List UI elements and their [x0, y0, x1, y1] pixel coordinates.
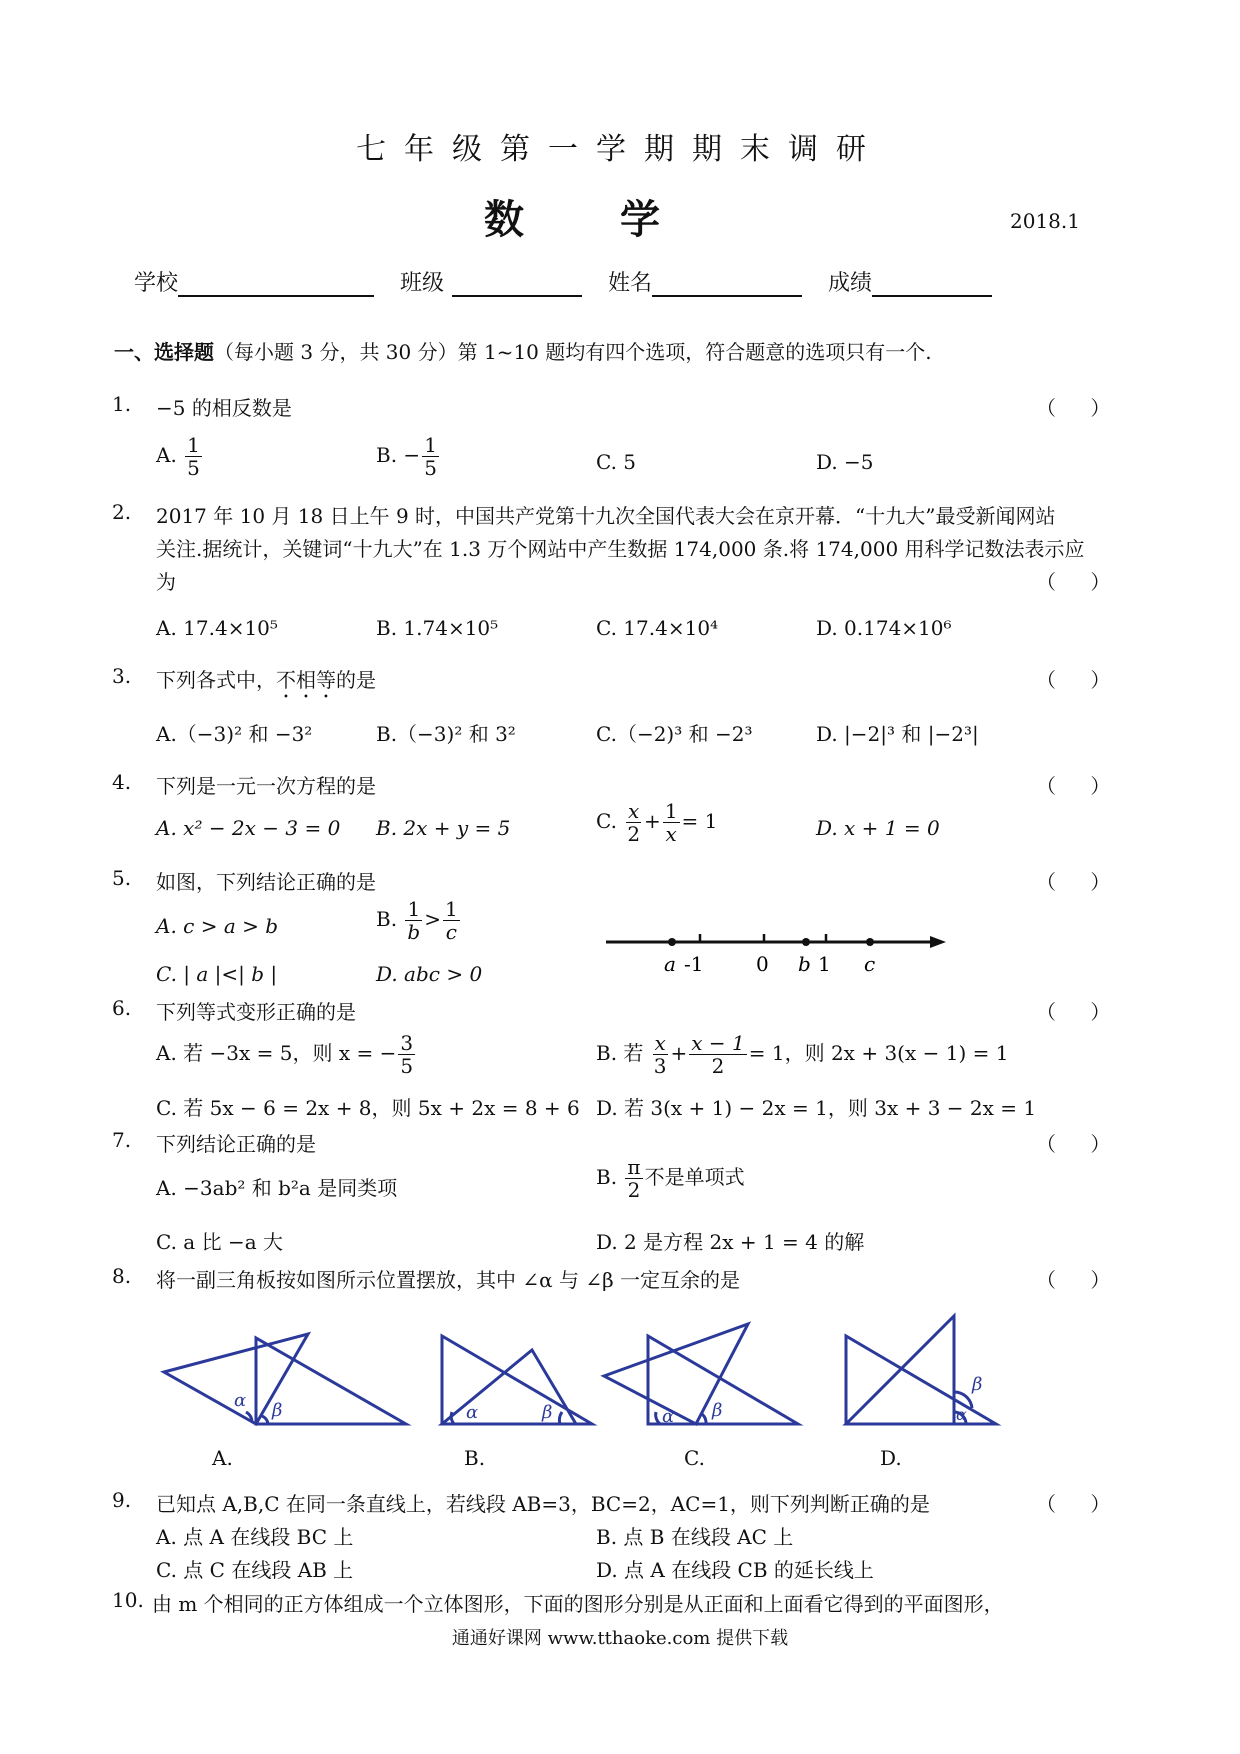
axis-label-neg1: -1 — [684, 952, 704, 976]
class-field: 班级 — [400, 266, 608, 297]
answer-paren[interactable]: （ ） — [1036, 774, 1111, 798]
question-text: 如图，下列结论正确的是 — [156, 870, 376, 894]
question-number: 1. — [112, 392, 132, 416]
figure-label-a: A. — [212, 1446, 233, 1470]
option-b[interactable]: B. 点 B 在线段 AC 上 — [596, 1525, 794, 1549]
svg-text:β: β — [712, 1400, 723, 1421]
option-c[interactable]: C.（−2)³ 和 −2³ — [596, 722, 753, 746]
question-number: 3. — [112, 664, 132, 688]
question-text: 由 m 个相同的正方体组成一个立体图形，下面的图形分别是从正面和上面看它得到的平面图形， — [152, 1592, 1004, 1616]
figure-d[interactable] — [846, 1316, 996, 1424]
fraction: $\frac{1}{x}$ — [664, 799, 678, 846]
school-field: 学校 — [134, 266, 400, 297]
svg-text:β: β — [972, 1374, 983, 1395]
answer-paren[interactable]: （ ） — [1036, 1000, 1111, 1024]
section-heading: 一、选择题（每小题 3 分，共 30 分）第 1~10 题均有四个选项，符合题意的选项只有一个. — [114, 340, 932, 364]
figure-label-c: C. — [684, 1446, 705, 1470]
question-text: 下列是一元一次方程的是 — [156, 774, 376, 798]
fraction: $\frac{3}{5}$ — [400, 1031, 414, 1078]
option-d[interactable]: D. 点 A 在线段 CB 的延长线上 — [596, 1558, 874, 1582]
svg-text:β: β — [272, 1400, 283, 1421]
question-number: 10. — [112, 1588, 144, 1612]
question-number: 4. — [112, 770, 132, 794]
svg-text:α: α — [662, 1406, 675, 1427]
fraction: $\frac{1}{5}$ — [187, 433, 200, 480]
question-text: 下列各式中，不相等的是 — [156, 668, 376, 692]
question-number: 6. — [112, 996, 132, 1020]
option-a[interactable]: A. c > a > b — [156, 914, 279, 938]
option-b[interactable]: B. 若 $\frac{x}{3}$ + $\frac{x - 1}{2}$ = 1，则 2x + 3(x − 1) = 1 — [596, 1031, 1009, 1078]
answer-paren[interactable]: （ ） — [1036, 668, 1111, 692]
option-d[interactable]: D. |−2|³ 和 |−2³| — [816, 722, 979, 746]
figure-b[interactable] — [442, 1336, 592, 1424]
axis-label-b: b — [798, 952, 811, 976]
exam-title: 七年级第一学期期末调研 — [356, 132, 884, 167]
answer-paren[interactable]: （ ） — [1036, 396, 1111, 420]
option-b[interactable]: B. $\frac{\pi}{2}$ 不是单项式 — [596, 1155, 745, 1202]
figure-label-d: D. — [880, 1446, 902, 1470]
svg-text:α: α — [234, 1390, 247, 1411]
axis-label-a: a — [664, 952, 676, 976]
name-field: 姓名 — [608, 266, 828, 297]
option-a[interactable]: A. x² − 2x − 3 = 0 — [156, 816, 341, 840]
question-text: 已知点 A,B,C 在同一条直线上，若线段 AB=3，BC=2，AC=1，则下列判断正确的是 — [156, 1492, 930, 1516]
question-text: 下列等式变形正确的是 — [156, 1000, 356, 1024]
option-c[interactable]: C. a 比 −a 大 — [156, 1230, 283, 1254]
question-number: 7. — [112, 1128, 132, 1152]
question-text-line2: 关注.据统计，关键词“十九大”在 1.3 万个网站中产生数据 174,000 条.将 174,000 用科学记数法表示应 — [156, 537, 1085, 561]
option-a[interactable]: A.（−3)² 和 −3² — [156, 722, 313, 746]
figure-a[interactable] — [164, 1334, 406, 1424]
option-a[interactable]: A. 17.4×10⁵ — [156, 616, 278, 640]
answer-paren[interactable]: （ ） — [1036, 1132, 1111, 1156]
figure-c[interactable] — [604, 1324, 798, 1427]
question-text: 下列结论正确的是 — [156, 1132, 316, 1156]
answer-paren[interactable]: （ ） — [1036, 1268, 1111, 1292]
option-b[interactable]: B.（−3)² 和 3² — [376, 722, 516, 746]
score-field: 成绩 — [828, 266, 992, 297]
question-number: 5. — [112, 866, 132, 890]
option-b[interactable]: B. − $\frac{1}{5}$ — [376, 433, 437, 480]
fraction: $\frac{x - 1}{2}$ — [691, 1031, 745, 1078]
fraction: $\frac{x}{3}$ — [653, 1031, 667, 1078]
fraction: $\frac{\pi}{2}$ — [627, 1155, 641, 1202]
question-number: 9. — [112, 1488, 132, 1512]
option-d[interactable]: D. −5 — [816, 450, 874, 474]
axis-label-1: 1 — [818, 952, 831, 976]
subject-title: 数学 — [484, 197, 756, 243]
axis-label-c: c — [864, 952, 876, 976]
option-c[interactable]: C. 17.4×10⁴ — [596, 616, 719, 640]
fraction: $\frac{1}{b}$ — [407, 897, 421, 944]
fraction: $\frac{x}{2}$ — [627, 799, 641, 846]
answer-paren[interactable]: （ ） — [1036, 870, 1111, 894]
option-d[interactable]: D. x + 1 = 0 — [816, 816, 940, 840]
svg-text:α: α — [466, 1402, 479, 1423]
question-number: 8. — [112, 1264, 132, 1288]
option-d[interactable]: D. 0.174×10⁶ — [816, 616, 952, 640]
answer-paren[interactable]: （ ） — [1036, 570, 1111, 594]
question-text: 将一副三角板按如图所示位置摆放，其中 ∠α 与 ∠β 一定互余的是 — [156, 1268, 741, 1292]
option-c[interactable]: C. 若 5x − 6 = 2x + 8，则 5x + 2x = 8 + 6 — [156, 1096, 580, 1120]
answer-paren[interactable]: （ ） — [1036, 1492, 1111, 1516]
axis-label-0: 0 — [756, 952, 769, 976]
option-d[interactable]: D. 若 3(x + 1) − 2x = 1，则 3x + 3 − 2x = 1 — [596, 1096, 1037, 1120]
option-a[interactable]: A. $\frac{1}{5}$ — [156, 433, 200, 480]
question-text: −5 的相反数是 — [156, 396, 292, 420]
option-c[interactable]: C. 点 C 在线段 AB 上 — [156, 1558, 354, 1582]
page-footer: 通通好课网 www.tthaoke.com 提供下载 — [451, 1628, 789, 1649]
fraction: $\frac{1}{c}$ — [445, 897, 458, 944]
figure-label-b: B. — [464, 1446, 486, 1470]
svg-text:α: α — [956, 1405, 967, 1424]
question-text-line1: 2017 年 10 月 18 日上午 9 时，中国共产党第十九次全国代表大会在京开幕．“十九大”最受新闻网站 — [156, 504, 1056, 528]
option-c[interactable]: C. $\frac{x}{2}$ + $\frac{1}{x}$ = 1 — [596, 799, 718, 846]
exam-date: 2018.1 — [1010, 209, 1080, 233]
option-d[interactable]: D. abc > 0 — [376, 962, 483, 986]
option-a[interactable]: A. 点 A 在线段 BC 上 — [156, 1525, 354, 1549]
option-b[interactable]: B. 1.74×10⁵ — [376, 616, 499, 640]
option-b[interactable]: B. 2x + y = 5 — [376, 816, 511, 840]
question-number: 2. — [112, 500, 132, 524]
option-d[interactable]: D. 2 是方程 2x + 1 = 4 的解 — [596, 1230, 865, 1254]
question-text-line3: 为 — [156, 570, 176, 594]
option-c[interactable]: C. | a |<| b | — [156, 962, 278, 986]
option-c[interactable]: C. 5 — [596, 450, 637, 474]
svg-text:β: β — [542, 1402, 553, 1423]
fraction: $\frac{1}{5}$ — [424, 433, 437, 480]
option-a[interactable]: A. 若 −3x = 5，则 x = − $\frac{3}{5}$ — [156, 1031, 414, 1078]
option-a[interactable]: A. −3ab² 和 b²a 是同类项 — [156, 1176, 398, 1200]
option-b[interactable]: B. $\frac{1}{b}$ > $\frac{1}{c}$ — [376, 897, 458, 944]
